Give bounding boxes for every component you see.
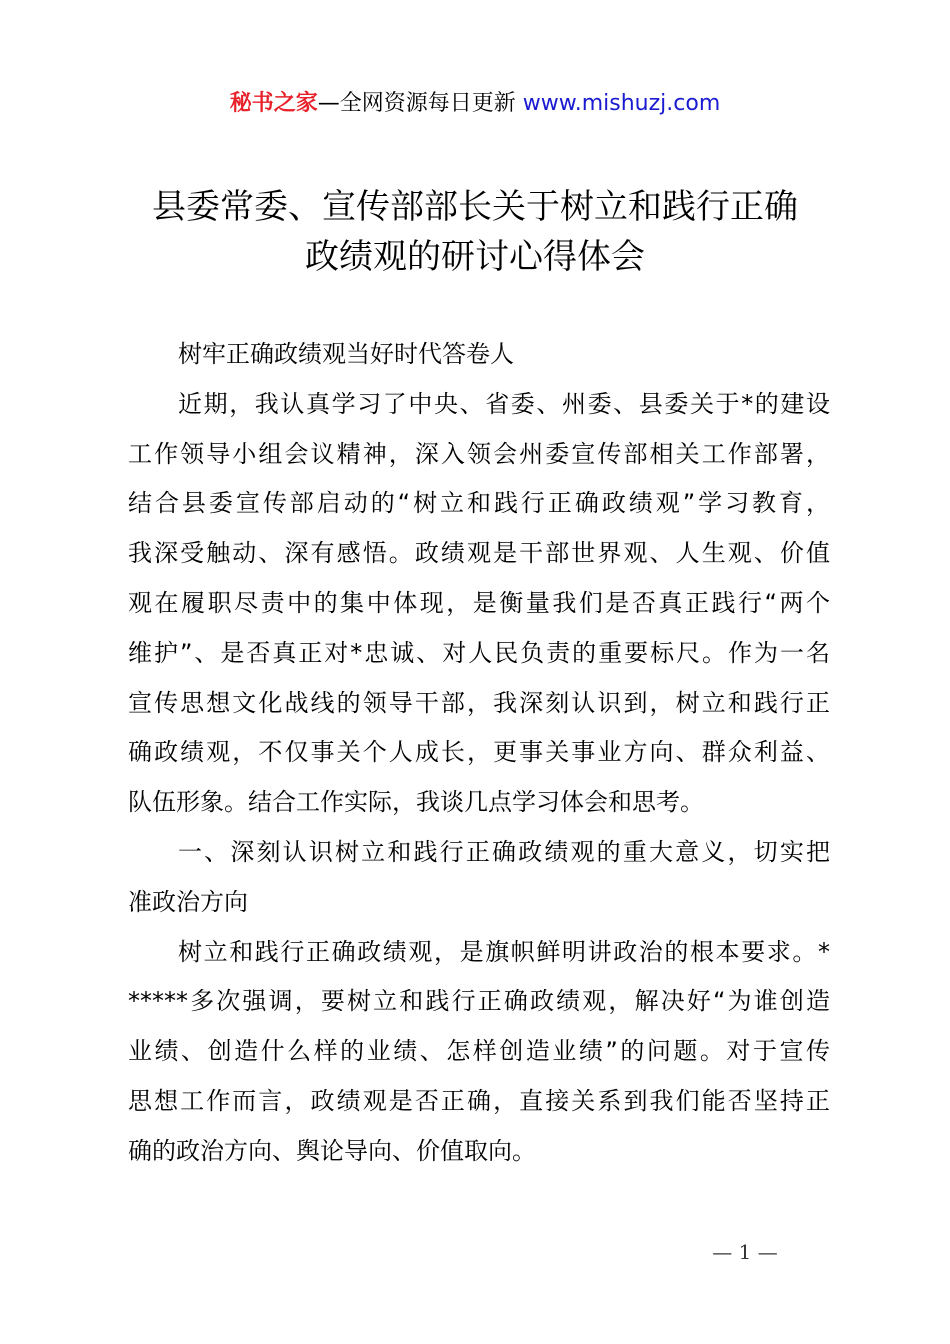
paragraph-line: 队伍形象。结合工作实际，我谈几点学习体会和思考。 — [128, 788, 704, 817]
paragraph-line: 一、深刻认识树立和践行正确政绩观的重大意义，切实把 — [178, 837, 830, 866]
paragraph-line: 结合县委宣传部启动的“树立和践行正确政绩观”学习教育， — [128, 489, 830, 518]
paragraph-line: 观在履职尽责中的集中体现，是衡量我们是否真正践行“两个 — [128, 588, 830, 617]
page-number: — 1 — — [712, 1240, 778, 1264]
paragraph-line: 维护”、是否真正对*忠诚、对人民负责的重要标尺。作为一名 — [128, 638, 830, 667]
paragraph-line: 确的政治方向、舆论导向、价值取向。 — [128, 1136, 536, 1165]
paragraph-line: 宣传思想文化战线的领导干部，我深刻认识到，树立和践行正 — [128, 688, 830, 717]
paragraph — [128, 380, 830, 828]
paragraph-line: 准政治方向 — [128, 887, 248, 916]
paragraph-line: 思想工作而言，政绩观是否正确，直接关系到我们能否坚持正 — [128, 1086, 830, 1115]
site-banner — [0, 88, 950, 120]
title-line: 县委常委、宣传部部长关于树立和践行正确 — [152, 187, 798, 227]
document-title — [0, 182, 950, 282]
paragraph-line: 近期，我认真学习了中央、省委、州委、县委关于*的建设 — [178, 389, 830, 418]
paragraph-line: 树牢正确政绩观当好时代答卷人 — [178, 340, 514, 368]
document-body — [128, 330, 830, 1177]
paragraph-line: 树立和践行正确政绩观，是旗帜鲜明讲政治的根本要求。* — [178, 937, 830, 966]
paragraph-line: 业绩、创造什么样的业绩、怎样创造业绩”的问题。对于宣传 — [128, 1037, 830, 1066]
brand-name: 秘书之家 — [229, 91, 318, 116]
paragraph-line: 确政绩观，不仅事关个人成长，更事关事业方向、群众利益、 — [128, 738, 830, 767]
paragraph-line: *****多次强调，要树立和践行正确政绩观，解决好“为谁创造 — [128, 987, 830, 1016]
paragraph — [128, 330, 830, 380]
banner-tagline: —全网资源每日更新 — [317, 91, 516, 116]
paragraph — [128, 928, 830, 1177]
title-line: 政绩观的研讨心得体会 — [305, 237, 645, 277]
paragraph-line: 我深受触动、深有感悟。政绩观是干部世界观、人生观、价值 — [128, 539, 830, 568]
paragraph-line: 工作领导小组会议精神，深入领会州委宣传部相关工作部署， — [128, 439, 830, 468]
paragraph — [128, 828, 830, 928]
site-url[interactable]: www.mishuzj.com — [522, 91, 721, 116]
